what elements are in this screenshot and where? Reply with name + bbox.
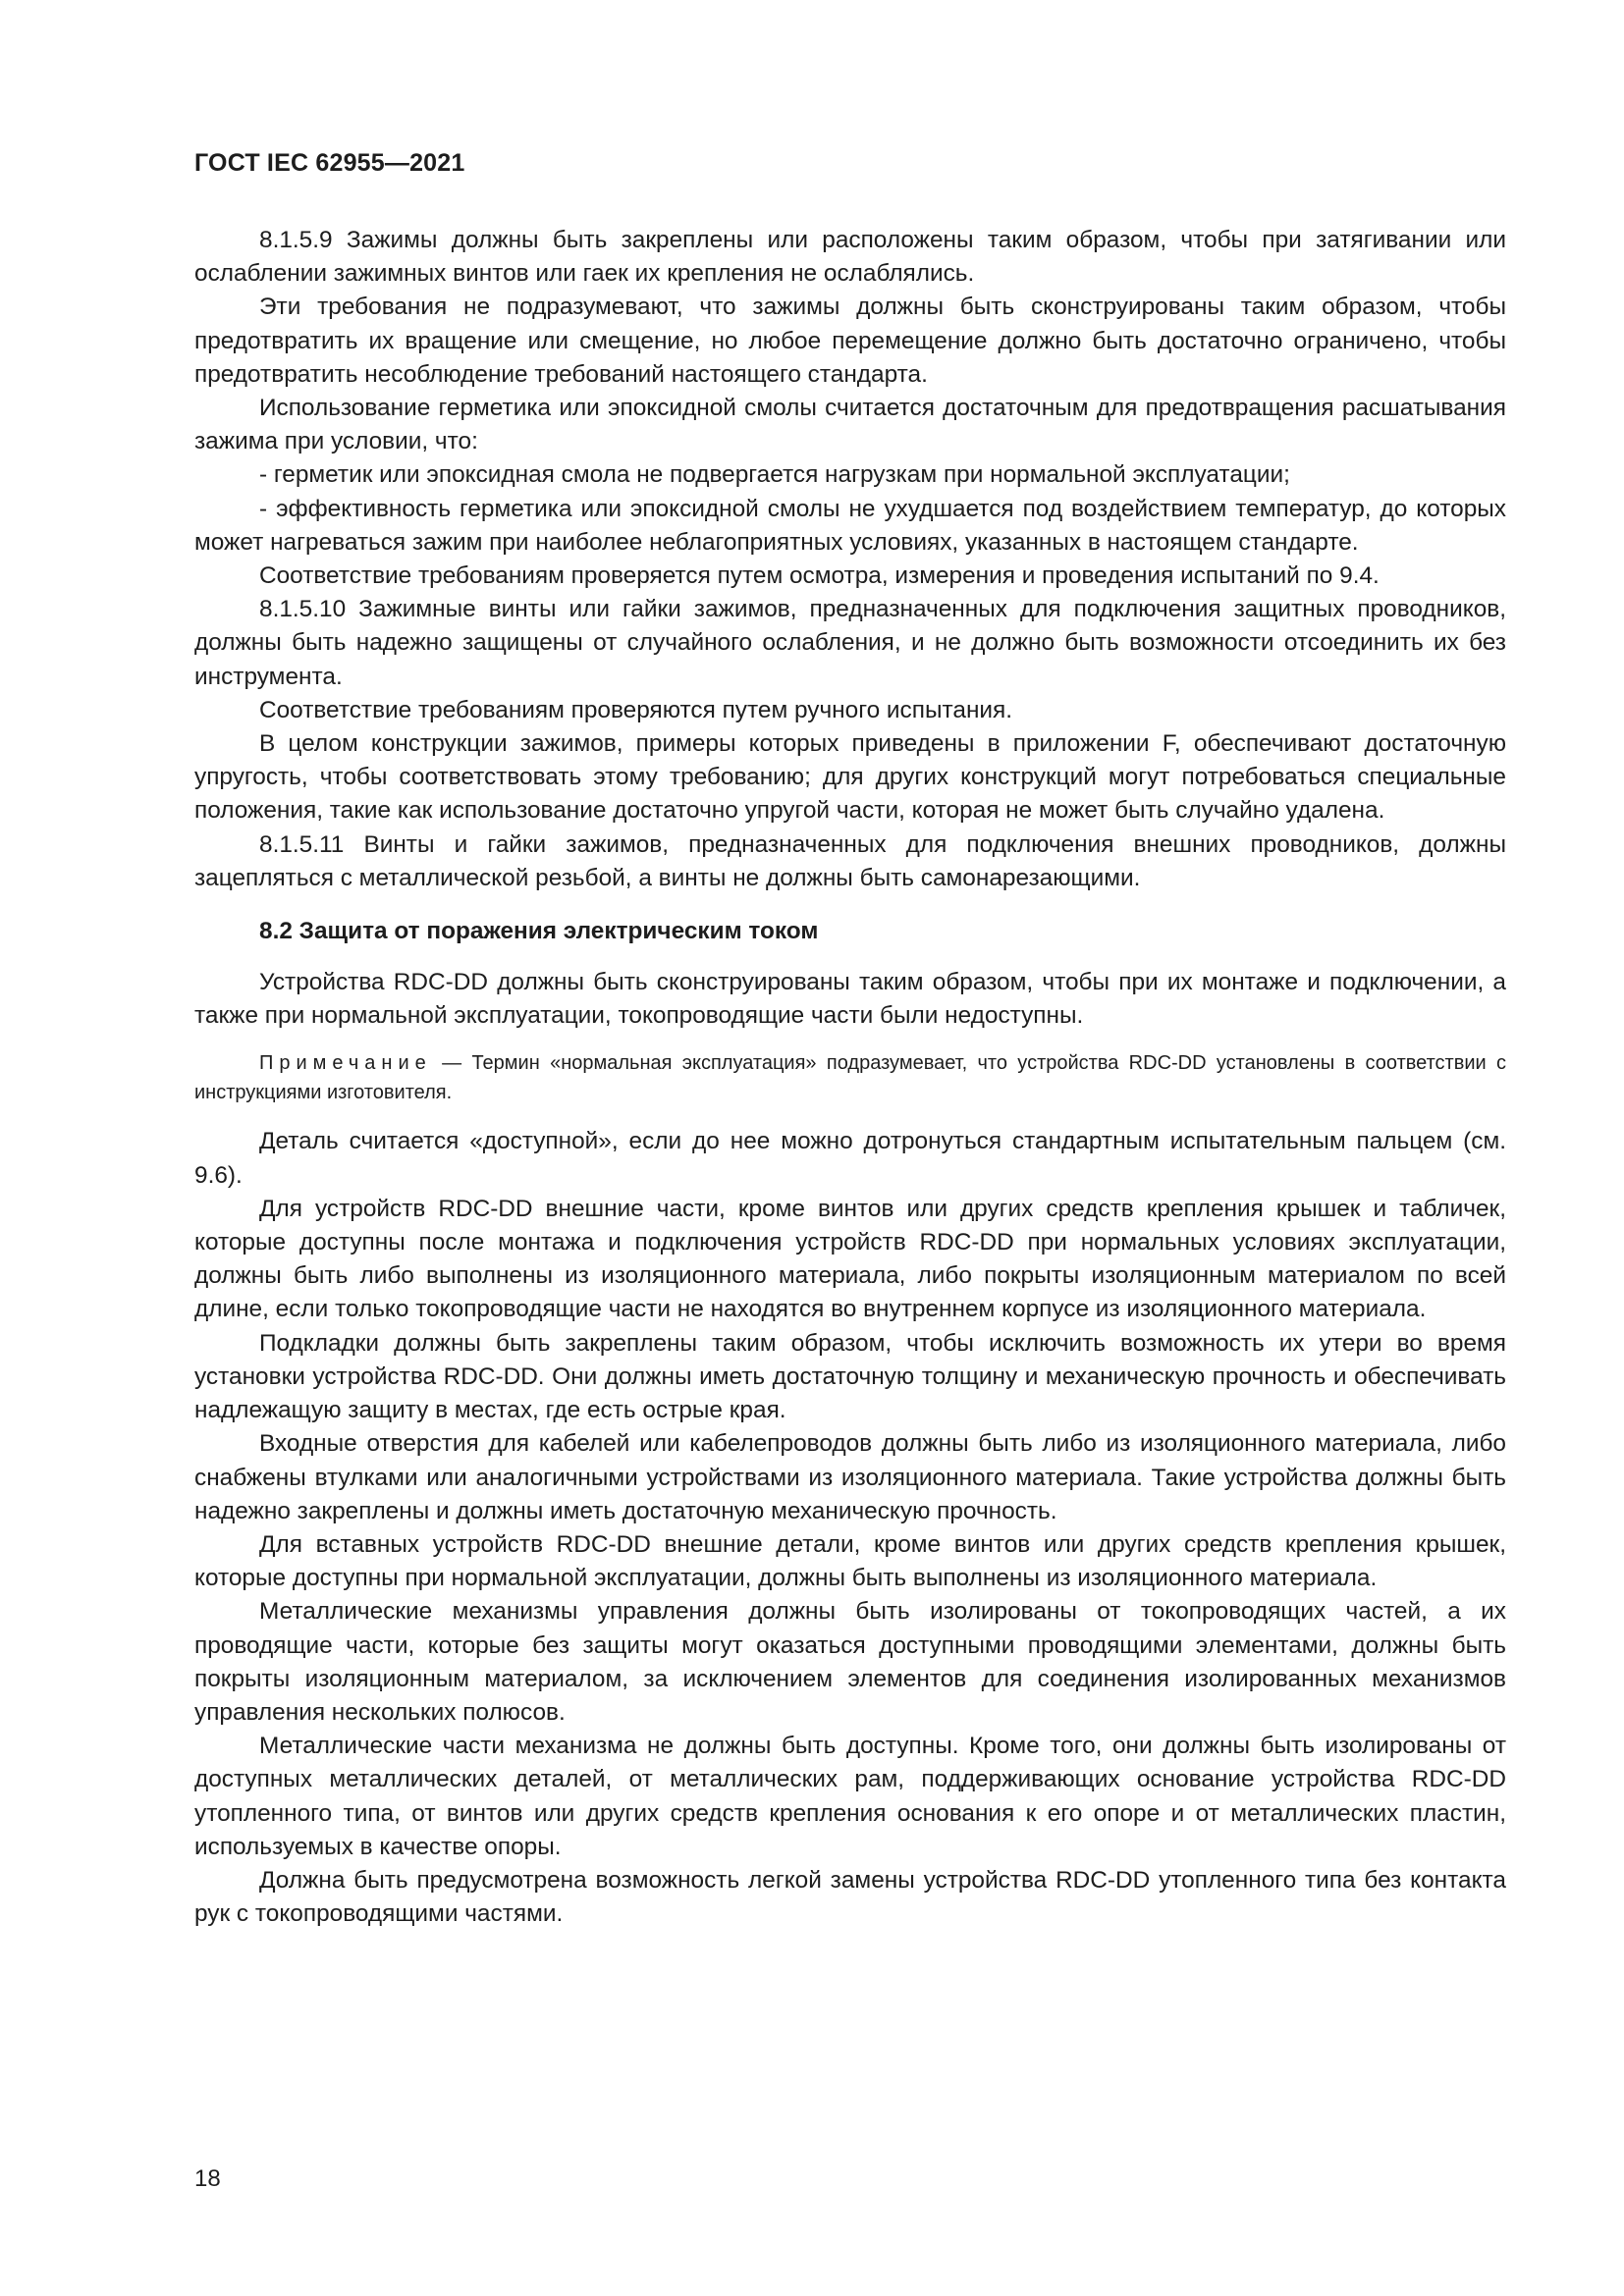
page-body [194,224,1506,1931]
paragraph-8-1-5-9: 8.1.5.9 Зажимы должны быть закреплены или расположены таким образом, чтобы при затягивании или ослаблении зажимных винтов или гаек их крепления не ослаблялись. [194,227,1506,288]
paragraph: Эти требования не подразумевают, что зажимы должны быть сконструированы таким образом, чтобы предотвратить их вращение или смещение, но любое перемещение должно быть достаточно ограничено, чтобы предотвратить несоблюдение требований настоящего стандарта. [194,294,1506,388]
paragraph: Для устройств RDC-DD внешние части, кроме винтов или других средств крепления крышек и табличек, которые доступны после монтажа и подключения устройств RDC-DD при нормальных условиях эксплуатации, должны быть либо выполнены из изоляционного материала, либо покрыты изоляционным материалом по всей длине, если только токопроводящие части не находятся во внутреннем корпусе из изоляционного материала. [194,1195,1506,1323]
note-text: — Термин «нормальная эксплуатация» подразумевает, что устройства RDC-DD установлены в соответствии с инструкциями изготовителя. [194,1052,1506,1104]
page-number: 18 [194,2165,221,2192]
paragraph: Для вставных устройств RDC-DD внешние детали, кроме винтов или других средств крепления крышек, которые доступны при нормальной эксплуатации, должны быть выполнены из изоляционного материала. [194,1530,1506,1592]
paragraph: Должна быть предусмотрена возможность легкой замены устройства RDC-DD утопленного типа без контакта рук с токопроводящими частями. [194,1866,1506,1928]
paragraph-8-1-5-10: 8.1.5.10 Зажимные винты или гайки зажимов, предназначенных для подключения защитных проводников, должны быть надежно защищены от случайного ослабления, и не должно быть возможности отсоединить их без инструмента. [194,596,1506,690]
list-item: - герметик или эпоксидная смола не подвергается нагрузкам при нормальной эксплуатации; [259,461,1290,489]
section-intro: Устройства RDC-DD должны быть сконструированы таким образом, чтобы при их монтаже и подключении, а также при нормальной эксплуатации, токопроводящие части были недоступны. [194,969,1506,1030]
note-label: Примечание [259,1052,432,1075]
paragraph: Деталь считается «доступной», если до нее можно дотронуться стандартным испытательным пальцем (см. 9.6). [194,1128,1506,1189]
list-item: - эффективность герметика или эпоксидной смолы не ухудшается под воздействием температур, до которых может нагреваться зажим при наиболее неблагоприятных условиях, указанных в настоящем стандарте. [194,495,1506,556]
section-heading: 8.2 Защита от поражения электрическим током [259,918,819,945]
paragraph: Входные отверстия для кабелей или кабелепроводов должны быть либо из изоляционного материала, либо снабжены втулками или аналогичными устройствами из изоляционного материала. Такие устройства должны быть надежно закреплены и должны иметь достаточную механическую прочность. [194,1430,1506,1524]
paragraph: Использование герметика или эпоксидной смолы считается достаточным для предотвращения расшатывания зажима при условии, что: [194,395,1506,455]
paragraph-8-1-5-11: 8.1.5.11 Винты и гайки зажимов, предназначенных для подключения внешних проводников, должны зацепляться с металлической резьбой, а винты не должны быть самонарезающими. [194,830,1506,891]
paragraph: Металлические механизмы управления должны быть изолированы от токопроводящих частей, а их проводящие части, которые без защиты могут оказаться доступными проводящими элементами, должны быть покрыты изоляционным материалом, за исключением элементов для соединения изолированных механизмов управления нескольких полюсов. [194,1598,1506,1726]
paragraph: Металлические части механизма не должны быть доступны. Кроме того, они должны быть изолированы от доступных металлических деталей, от металлических рам, поддерживающих основание устройства RDC-DD утопленного типа, от винтов или других средств крепления основания к его опоре и от металлических пластин, используемых в качестве опоры. [194,1733,1506,1860]
paragraph: Соответствие требованиям проверяются путем ручного испытания. [259,696,1013,723]
standard-designation: ГОСТ IEC 62955—2021 [194,149,465,177]
paragraph: Подкладки должны быть закреплены таким образом, чтобы исключить возможность их утери во время установки устройства RDC-DD. Они должны иметь достаточную толщину и механическую прочность и обеспечивать надлежащую защиту в местах, где есть острые края. [194,1329,1506,1424]
note [194,1048,1506,1107]
paragraph: В целом конструкции зажимов, примеры которых приведены в приложении F, обеспечивают достаточную упругость, чтобы соответствовать этому требованию; для других конструкций могут потребоваться специальные положения, такие как использование достаточно упругой части, которая не может быть случайно удалена. [194,730,1506,825]
paragraph: Соответствие требованиям проверяется путем осмотра, измерения и проведения испытаний по 9.4. [259,562,1380,590]
